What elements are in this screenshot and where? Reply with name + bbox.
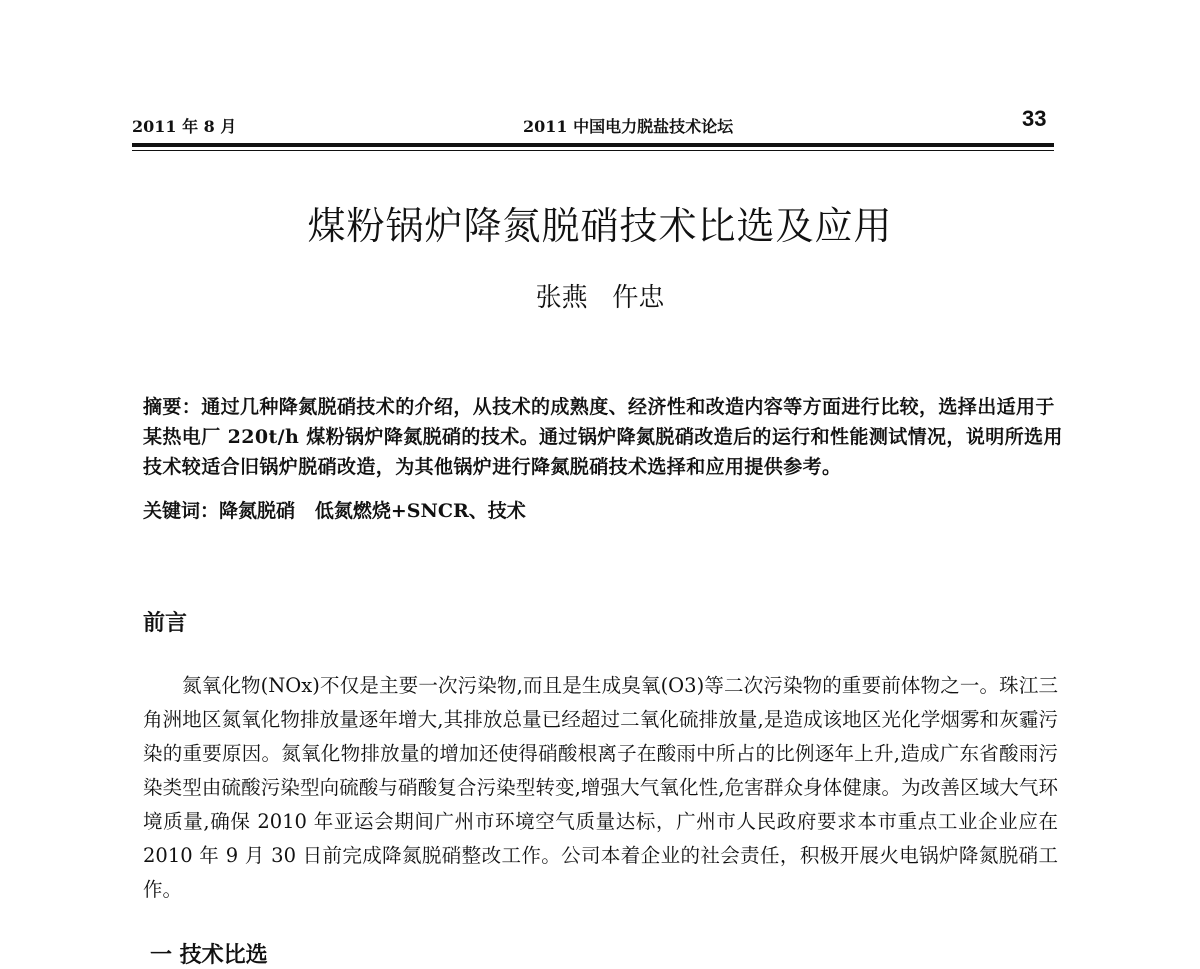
- abstract-label: 摘要：: [143, 396, 202, 418]
- keywords-text: 降氮脱硝 低氮燃烧+SNCR、技术: [219, 500, 526, 522]
- header-date: 2011 年 8 月: [132, 117, 237, 136]
- section-foreword-title: 前言: [143, 610, 188, 636]
- abstract-text: 通过几种降氮脱硝技术的介绍，从技术的成熟度、经济性和改造内容等方面进行比较，选择出适用于某热电厂 220t/h 煤粉锅炉降氮脱硝的技术。通过锅炉降氮脱硝改造后的运行和性能测试情况，说明所选用技术较适合旧锅炉脱硝改造，为其他锅炉进行降氮脱硝技术选择和应用提供参考。: [143, 396, 1063, 478]
- header-page-number: 33: [1022, 106, 1047, 131]
- section-next-heading: 一 技术比选: [150, 942, 268, 968]
- header-rule-thick: [132, 143, 1054, 147]
- keywords: [143, 496, 526, 523]
- article-title: 煤粉锅炉降氮脱硝技术比选及应用: [307, 204, 893, 248]
- abstract: [143, 392, 1063, 482]
- article-authors: 张燕 仵忠: [535, 283, 665, 313]
- section-foreword-body: 氮氧化物(NOx)不仅是主要一次污染物,而且是生成臭氧(O3)等二次污染物的重要前体物之一。珠江三角洲地区氮氧化物排放量逐年增大,其排放总量已经超过二氧化硫排放量,是造成该地区光化学烟雾和灰霾污染的重要原因。氮氧化物排放量的增加还使得硝酸根离子在酸雨中所占的比例逐年上升,造成广东省酸雨污染类型由硫酸污染型向硫酸与硝酸复合污染型转变,增强大气氧化性,危害群众身体健康。为改善区域大气环境质量,确保 2010 年亚运会期间广州市环境空气质量达标，广州市人民政府要求本市重点工业企业应在 2010 年 9 月 30 日前完成降氮脱硝整改工作。公司本着企业的社会责任，积极开展火电锅炉降氮脱硝工作。: [143, 674, 1058, 901]
- header-rule-thin: [132, 150, 1054, 151]
- header-journal: 2011 中国电力脱盐技术论坛: [523, 117, 734, 136]
- keywords-label: 关键词：: [143, 500, 220, 522]
